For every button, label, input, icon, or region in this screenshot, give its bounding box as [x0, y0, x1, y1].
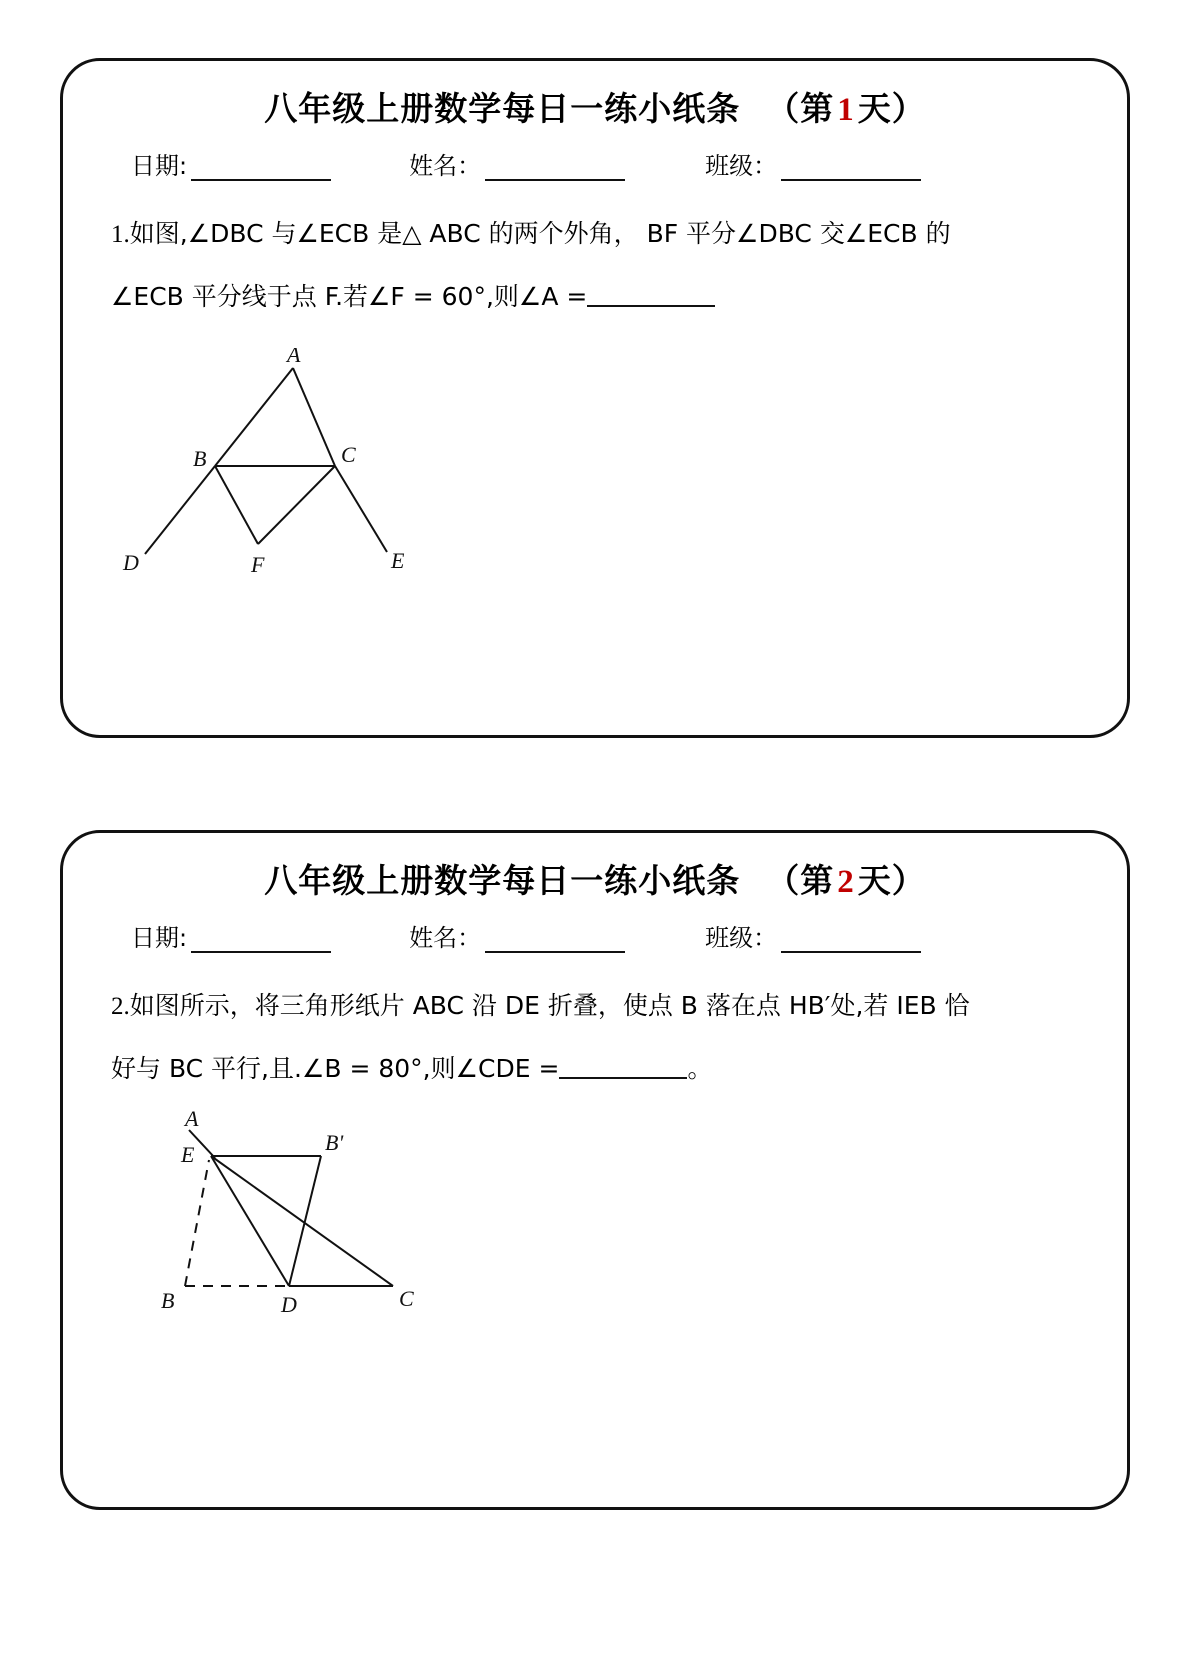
meta-spacer-1 [331, 918, 409, 953]
meta-spacer-1 [331, 146, 409, 181]
answer-blank-day2[interactable] [559, 1057, 687, 1079]
question-line-2-text: 好与 BC 平行,且.∠B = 80°,则∠CDE = [111, 1054, 560, 1083]
date-label: 日期: [131, 924, 188, 952]
card-title-day2 [63, 855, 1127, 902]
question-line-1-text: 如图所示，将三角形纸片 ABC 沿 DE 折叠，使点 B 落在点 HB′处,若 IEB 恰 [129, 991, 970, 1020]
figure-label-E: E [181, 1142, 195, 1167]
name-blank-line[interactable] [485, 157, 625, 181]
worksheet-card-day1 [60, 58, 1130, 738]
figure-label-D: D [281, 1292, 297, 1317]
date-blank-line[interactable] [191, 157, 331, 181]
figure-label-B: B [161, 1288, 175, 1313]
figure-label-A: A [287, 348, 301, 367]
class-field[interactable] [705, 146, 921, 181]
figure-svg-day2 [93, 1110, 453, 1340]
figure-label-A: A [185, 1110, 199, 1131]
figure-label-B: B [193, 446, 207, 471]
card-title-text: 八年级上册数学每日一练小纸条 [264, 89, 741, 128]
geometry-figure-day2 [93, 1110, 1127, 1345]
geometry-figure-day1 [103, 348, 1127, 603]
question-line-2 [111, 266, 1087, 328]
class-blank-line[interactable] [781, 157, 921, 181]
date-label: 日期: [131, 152, 188, 180]
question-text-day2 [111, 975, 1087, 1100]
figure-label-F: F [251, 552, 265, 577]
card-title-paren-close: 天） [857, 861, 926, 900]
class-label: 班级： [705, 152, 778, 180]
card-title-paren-close: 天） [857, 89, 926, 128]
date-blank-line[interactable] [191, 929, 331, 953]
card-day-number: 2 [837, 864, 855, 900]
class-blank-line[interactable] [781, 929, 921, 953]
card-title-paren-open: （第 [766, 861, 835, 900]
name-field[interactable] [409, 918, 625, 953]
question-line-1-text: 如图,∠DBC 与∠ECB 是△ ABC 的两个外角， BF 平分∠DBC 交∠ECB 的 [129, 219, 951, 248]
name-label: 姓名： [409, 152, 482, 180]
class-field[interactable] [705, 918, 921, 953]
name-blank-line[interactable] [485, 929, 625, 953]
card-day-number: 1 [837, 92, 855, 128]
name-field[interactable] [409, 146, 625, 181]
meta-spacer-2 [625, 146, 705, 181]
question-line-2-tail: 。 [687, 1054, 713, 1083]
meta-row-day1 [63, 146, 1127, 181]
card-title-text: 八年级上册数学每日一练小纸条 [264, 861, 741, 900]
figure-label-C: C [341, 442, 356, 467]
question-line-2-text: ∠ECB 平分线于点 F.若∠F = 60°,则∠A = [111, 282, 588, 311]
question-line-1 [111, 975, 1087, 1038]
figure-label-C: C [399, 1286, 414, 1311]
date-field[interactable] [131, 146, 331, 181]
question-line-2 [111, 1038, 1087, 1100]
figure-label-E: E [391, 548, 405, 573]
figure-svg-day1 [103, 348, 463, 598]
question-line-1 [111, 203, 1087, 266]
question-number: 2. [111, 993, 130, 1020]
answer-blank-day1[interactable] [587, 285, 715, 307]
meta-row-day2 [63, 918, 1127, 953]
question-text-day1 [111, 203, 1087, 328]
class-label: 班级： [705, 924, 778, 952]
worksheet-card-day2 [60, 830, 1130, 1510]
card-title-day1 [63, 83, 1127, 130]
figure-label-B-prime: B' [325, 1130, 344, 1155]
meta-spacer-2 [625, 918, 705, 953]
figure-label-D: D [123, 550, 139, 575]
date-field[interactable] [131, 918, 331, 953]
question-number: 1. [111, 221, 130, 248]
name-label: 姓名： [409, 924, 482, 952]
card-title-paren-open: （第 [766, 89, 835, 128]
